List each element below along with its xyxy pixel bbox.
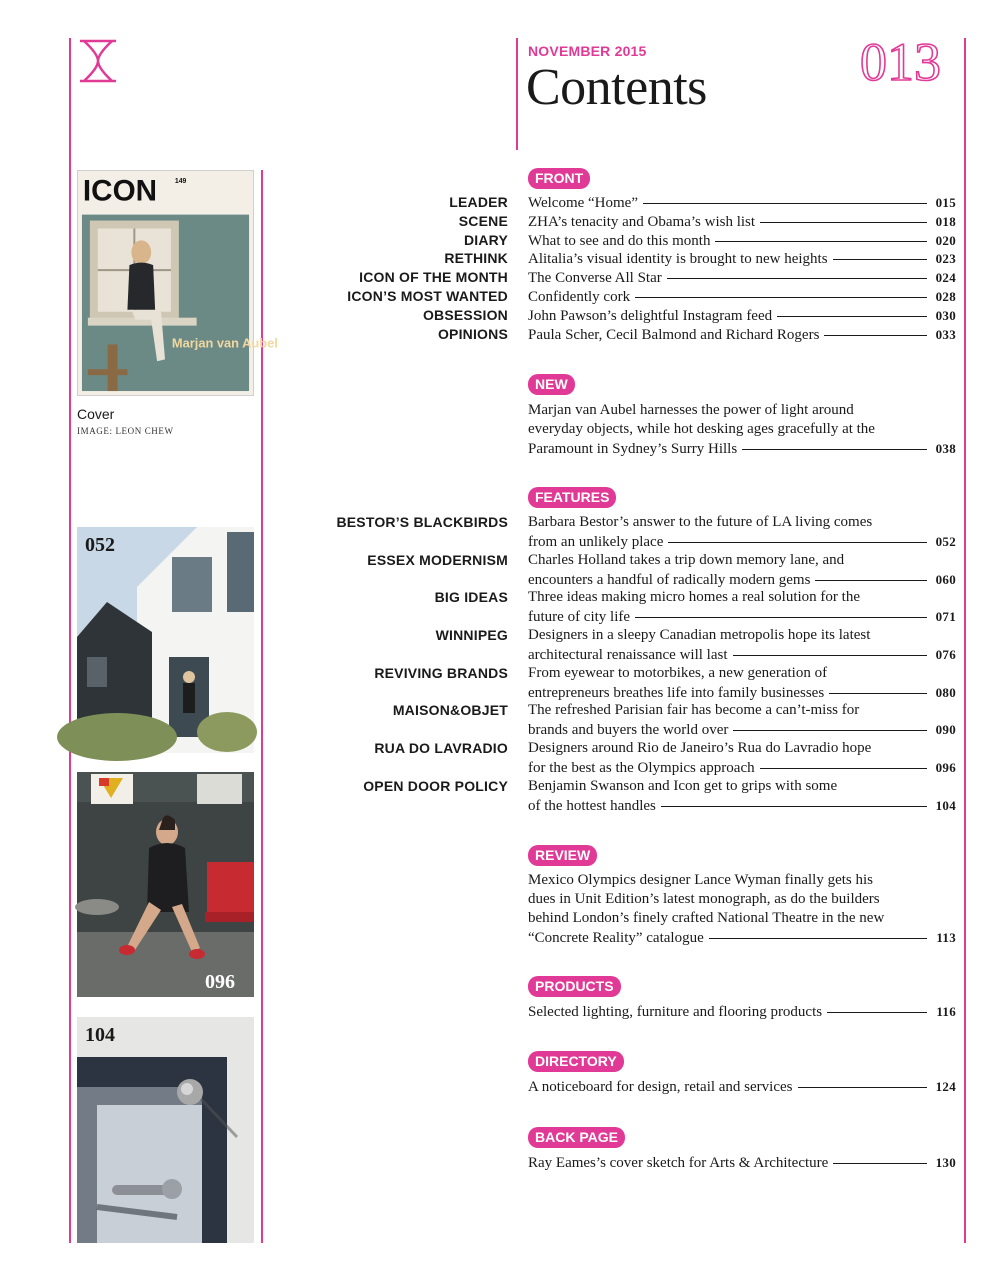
entry-page-number: 038 — [935, 441, 956, 456]
entry-label: ICON OF THE MONTH — [359, 269, 508, 285]
entry-text: The Converse All Star — [528, 270, 662, 286]
section-badge-front: FRONT — [528, 168, 590, 189]
entry-text: Designers in a sleepy Canadian metropolis hope its latest — [528, 627, 871, 643]
leader-line — [815, 580, 926, 581]
entry-label: REVIVING BRANDS — [374, 665, 508, 681]
entry-text: everyday objects, while hot desking ages gracefully at the — [528, 421, 875, 437]
entry-text: From eyewear to motorbikes, a new generation of — [528, 665, 828, 681]
entry-text: Barbara Bestor’s answer to the future of LA living comes — [528, 514, 873, 530]
leader-line — [709, 938, 928, 939]
feature-photo-woman — [77, 772, 254, 997]
toc-entry[interactable] — [528, 268, 956, 288]
toc-entry[interactable] — [528, 588, 956, 627]
leader-line — [760, 222, 927, 223]
toc-entry[interactable] — [528, 551, 956, 590]
entry-page-number: 024 — [935, 270, 956, 285]
issue-date: NOVEMBER 2015 — [528, 43, 647, 59]
entry-text: architectural renaissance will last — [528, 647, 728, 663]
entry-text: “Concrete Reality” catalogue — [528, 930, 704, 946]
entry-page-number: 090 — [935, 722, 956, 737]
toc-entry[interactable] — [528, 626, 956, 665]
entry-page-number: 113 — [936, 930, 956, 945]
entry-label: LEADER — [449, 194, 508, 210]
toc-entry[interactable] — [528, 212, 956, 232]
entry-text: future of city life — [528, 609, 631, 625]
entry-label: BIG IDEAS — [434, 589, 508, 605]
entry-text: dues in Unit Edition’s latest monograph, as do the builders — [528, 891, 880, 907]
entry-label: SCENE — [458, 213, 508, 229]
toc-entry[interactable] — [528, 287, 956, 307]
entry-label: RUA DO LAVRADIO — [374, 740, 508, 756]
toc-entry[interactable] — [528, 701, 956, 740]
entry-text: Charles Holland takes a trip down memory lane, and — [528, 552, 845, 568]
entry-text: behind London’s finely crafted National Theatre in the new — [528, 910, 885, 926]
entry-text: Confidently cork — [528, 289, 631, 305]
entry-page-number: 030 — [935, 308, 956, 323]
toc-entry[interactable] — [528, 401, 956, 459]
section-badge-features: FEATURES — [528, 487, 616, 508]
toc-entry[interactable] — [528, 513, 956, 552]
entry-text: What to see and do this month — [528, 233, 711, 249]
entry-text: ZHA’s tenacity and Obama’s wish list — [528, 214, 756, 230]
entry-text: Paula Scher, Cecil Balmond and Richard Rogers — [528, 327, 820, 343]
entry-page-number: 116 — [936, 1004, 956, 1019]
entry-page-number: 096 — [935, 760, 956, 775]
entry-text: Selected lighting, furniture and flooring products — [528, 1004, 823, 1020]
toc-entry[interactable] — [528, 325, 956, 345]
page-title: Contents — [526, 59, 707, 116]
entry-text: encounters a handful of radically modern gems — [528, 572, 811, 588]
header-rule — [516, 38, 518, 150]
entry-page-number: 076 — [935, 647, 956, 662]
leader-line — [733, 655, 927, 656]
entry-label: DIARY — [463, 232, 508, 248]
entry-text: Three ideas making micro homes a real solution for the — [528, 589, 860, 605]
toc-entry[interactable] — [528, 664, 956, 703]
cover-image — [77, 170, 278, 396]
photo-page-label-052: 052 — [85, 534, 115, 556]
entry-text: brands and buyers the world over — [528, 722, 729, 738]
toc-entry[interactable] — [528, 777, 956, 816]
feature-photo-house — [77, 527, 254, 753]
entry-text: of the hottest handles — [528, 798, 656, 814]
section-badge-review: REVIEW — [528, 845, 597, 866]
entry-page-number: 015 — [935, 195, 956, 210]
entry-page-number: 052 — [935, 534, 956, 549]
entry-page-number: 130 — [935, 1155, 956, 1170]
entry-label: WINNIPEG — [435, 627, 508, 643]
leader-line — [635, 297, 927, 298]
leader-line — [833, 259, 927, 260]
leader-line — [798, 1087, 927, 1088]
section-badge-directory: DIRECTORY — [528, 1051, 624, 1072]
entry-page-number: 020 — [935, 233, 956, 248]
section-badge-new: NEW — [528, 374, 575, 395]
entry-page-number: 018 — [935, 214, 956, 229]
entry-page-number: 033 — [935, 327, 956, 342]
entry-page-number: 104 — [935, 798, 956, 813]
cover-issue-number: 149 — [174, 177, 187, 185]
toc-entry[interactable] — [528, 306, 956, 326]
entry-label: OPEN DOOR POLICY — [363, 778, 508, 794]
entry-label: OPINIONS — [437, 326, 508, 342]
entry-page-number: 080 — [935, 685, 956, 700]
toc-entry[interactable] — [528, 739, 956, 778]
leader-line — [668, 542, 926, 543]
entry-label: ICON’S MOST WANTED — [347, 288, 508, 304]
entry-page-number: 071 — [935, 609, 956, 624]
left-margin-rule — [69, 38, 71, 1243]
leader-line — [635, 617, 927, 618]
icon-logo-mark — [78, 38, 118, 84]
entry-text: Alitalia’s visual identity is brought to new heights — [528, 251, 828, 267]
toc-entry[interactable] — [528, 1002, 956, 1022]
entry-page-number: 023 — [935, 251, 956, 266]
page-number — [860, 32, 962, 92]
entry-text: Welcome “Home” — [528, 195, 638, 211]
toc-entry[interactable] — [528, 249, 956, 269]
entry-text: entrepreneurs breathes life into family businesses — [528, 685, 825, 701]
column-rule — [261, 170, 263, 1243]
entry-page-number: 028 — [935, 289, 956, 304]
page-number-text: 013 — [860, 32, 941, 92]
entry-text: Marjan van Aubel harnesses the power of light around — [528, 402, 854, 418]
entry-label: ESSEX MODERNISM — [367, 552, 508, 568]
leader-line — [643, 203, 927, 204]
feature-photo-door-handle — [77, 1017, 254, 1243]
leader-line — [824, 335, 926, 336]
cover-caption-title: Cover — [77, 406, 115, 422]
entry-label: MAISON&OBJET — [392, 702, 508, 718]
leader-line — [667, 278, 927, 279]
section-badge-products: PRODUCTS — [528, 976, 621, 997]
entry-label: OBSESSION — [422, 307, 508, 323]
leader-line — [833, 1163, 926, 1164]
right-margin-rule — [964, 38, 966, 1243]
toc-entry[interactable] — [528, 1153, 956, 1173]
entry-text: John Pawson’s delightful Instagram feed — [528, 308, 773, 324]
entry-page-number: 124 — [935, 1079, 956, 1094]
leader-line — [742, 449, 926, 450]
entry-text: for the best as the Olympics approach — [528, 760, 755, 776]
leader-line — [715, 241, 926, 242]
entry-text: Mexico Olympics designer Lance Wyman finally gets his — [528, 872, 873, 888]
entry-text: Paramount in Sydney’s Surry Hills — [528, 441, 738, 457]
entry-text: Designers around Rio de Janeiro’s Rua do Lavradio hope — [528, 740, 872, 756]
entry-text: The refreshed Parisian fair has become a can’t-miss for — [528, 702, 860, 718]
leader-line — [829, 693, 926, 694]
entry-label: BESTOR’S BLACKBIRDS — [336, 514, 508, 530]
entry-page-number: 060 — [935, 572, 956, 587]
toc-entry[interactable] — [528, 1077, 956, 1097]
leader-line — [760, 768, 927, 769]
section-badge-back-page: BACK PAGE — [528, 1127, 625, 1148]
entry-text: from an unlikely place — [528, 534, 664, 550]
leader-line — [733, 730, 926, 731]
entry-text: A noticeboard for design, retail and services — [528, 1079, 793, 1095]
cover-headline: Marjan van Aubel — [171, 335, 278, 351]
leader-line — [827, 1012, 927, 1013]
leader-line — [777, 316, 926, 317]
cover-caption-credit: IMAGE: LEON CHEW — [77, 426, 174, 436]
toc-entry[interactable] — [528, 231, 956, 251]
photo-page-label-104: 104 — [85, 1024, 115, 1046]
photo-page-label-096: 096 — [205, 971, 235, 993]
entry-label: RETHINK — [444, 250, 508, 266]
cover-logo-text: ICON — [82, 174, 158, 208]
entry-text: Ray Eames’s cover sketch for Arts & Architecture — [528, 1155, 829, 1171]
toc-entry[interactable] — [528, 193, 956, 213]
entry-text: Benjamin Swanson and Icon get to grips with some — [528, 778, 838, 794]
toc-entry[interactable] — [528, 871, 956, 948]
leader-line — [661, 806, 927, 807]
